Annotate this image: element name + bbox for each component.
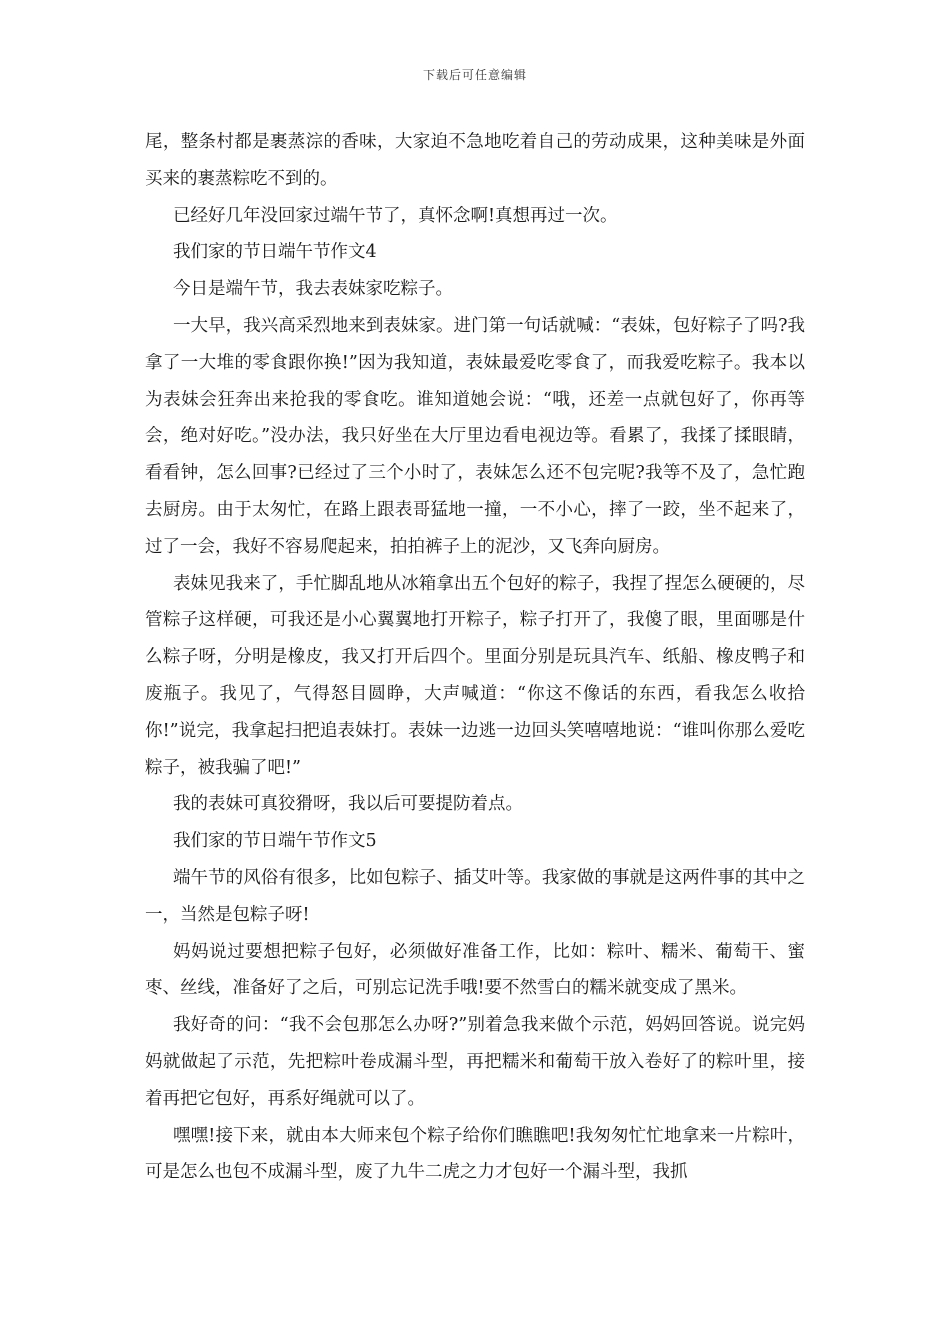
section-heading-5: 我们家的节日端午节作文5 [173, 831, 377, 852]
paragraph-7: 端午节的风俗有很多，比如包粽子、插艾叶等。我家做的事就是这两件事的其中之一，当然是包粽子呀! [145, 867, 805, 925]
paragraph-9: 我好奇的问：“我不会包那怎么办呀?”别着急我来做个示范，妈妈回答说。说完妈妈就做起了示范，先把粽叶卷成漏斗型，再把糯米和葡萄干放入卷好了的粽叶里，接着再把它包好，再系好绳就可以了。 [145, 1015, 805, 1109]
paragraph-3: 今日是端午节，我去表妹家吃粽子。 [173, 279, 453, 300]
paragraph-2: 已经好几年没回家过端午节了，真怀念啊!真想再过一次。 [173, 205, 618, 226]
paragraph-4: 一大早，我兴高采烈地来到表妹家。进门第一句话就喊：“表妹，包好粽子了吗?我拿了一大堆的零食跟你换!”因为我知道，表妹最爱吃零食了，而我爱吃粽子。我本以为表妹会狂奔出来抢我的零食吃。谁知道她会说：“哦，还差一点就包好了，你再等会，绝对好吃。”没办法，我只好坐在大厅里边看电视边等。看累了，我揉了揉眼睛，看看钟，怎么回事?已经过了三个小时了，表妹怎么还不包完呢?我等不及了，急忙跑去厨房。由于太匆忙，在路上跟表哥猛地一撞，一不小心，摔了一跤，坐不起来了，过了一会，我好不容易爬起来，拍拍裤子上的泥沙，又飞奔向厨房。 [145, 315, 805, 557]
paragraph-1: 尾，整条村都是裹蒸淙的香味，大家迫不急地吃着自己的劳动成果，这种美味是外面买来的裹蒸粽吃不到的。 [145, 132, 805, 189]
page-header: 下载后可任意编辑 [422, 68, 527, 82]
paragraph-8: 妈妈说过要想把粽子包好，必须做好准备工作，比如：粽叶、糯米、葡萄干、蜜枣、丝线，准备好了之后，可别忘记洗手哦!要不然雪白的糯米就变成了黑米。 [145, 941, 805, 999]
document-body [145, 124, 805, 1191]
section-heading-4: 我们家的节日端午节作文4 [173, 242, 377, 263]
paragraph-6: 我的表妹可真狡猾呀，我以后可要提防着点。 [173, 794, 523, 815]
paragraph-5: 表妹见我来了，手忙脚乱地从冰箱拿出五个包好的粽子，我捏了捏怎么硬硬的，尽管粽子这样硬，可我还是小心翼翼地打开粽子，粽子打开了，我傻了眼，里面哪是什么粽子呀，分明是橡皮，我又打开后四个。里面分别是玩具汽车、纸船、橡皮鸭子和废瓶子。我见了，气得怒目圆睁，大声喊道：“你这不像话的东西，看我怎么收拾你!”说完，我拿起扫把追表妹打。表妹一边逃一边回头笑嘻嘻地说：“谁叫你那么爱吃粽子，被我骗了吧!” [145, 573, 805, 778]
paragraph-10: 嘿嘿!接下来，就由本大师来包个粽子给你们瞧瞧吧!我匆匆忙忙地拿来一片粽叶，可是怎么也包不成漏斗型，废了九牛二虎之力才包好一个漏斗型，我抓 [145, 1125, 805, 1183]
